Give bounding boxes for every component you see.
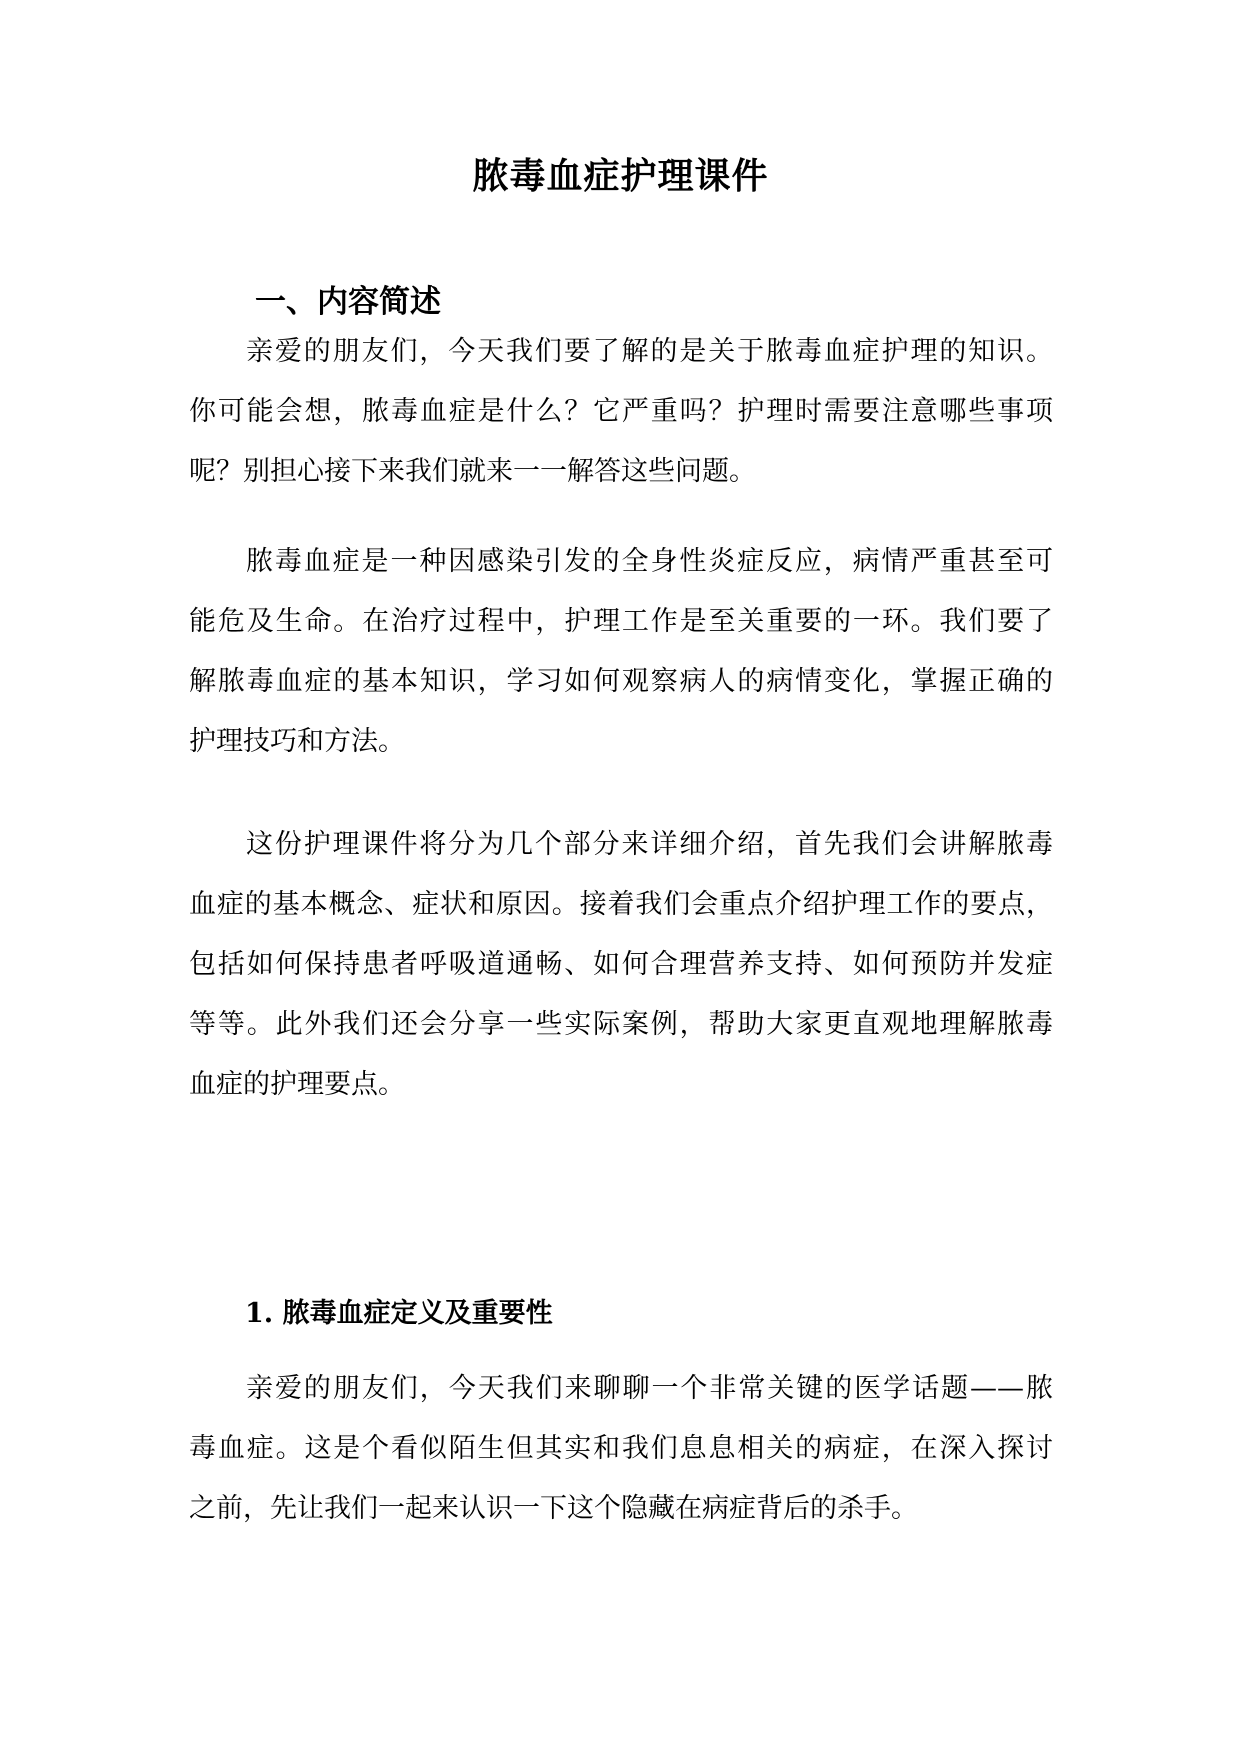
paragraph-outline [189, 815, 1053, 1115]
paragraph-line: 护理技巧和方法。 [189, 726, 405, 757]
paragraph-definition [189, 532, 1053, 772]
paragraph-line: 包括如何保持患者呼吸道通畅、如何合理营养支持、如何预防并发症 [189, 949, 1053, 980]
paragraph-line: 呢？别担心接下来我们就来一一解答这些问题。 [189, 456, 756, 487]
paragraph-line: 之前，先让我们一起来认识一下这个隐藏在病症背后的杀手。 [189, 1493, 918, 1524]
paragraph-line: 解脓毒血症的基本知识，学习如何观察病人的病情变化，掌握正确的 [189, 666, 1053, 697]
document-title: 脓毒血症护理课件 [472, 155, 769, 197]
paragraph-line: 这份护理课件将分为几个部分来详细介绍，首先我们会讲解脓毒 [246, 829, 1053, 860]
paragraph-line: 毒血症。这是个看似陌生但其实和我们息息相关的病症，在深入探讨 [189, 1433, 1053, 1464]
paragraph-line: 血症的基本概念、症状和原因。接着我们会重点介绍护理工作的要点， [189, 889, 1053, 920]
paragraph-line: 亲爱的朋友们，今天我们要了解的是关于脓毒血症护理的知识。 [246, 336, 1053, 367]
paragraph-line: 等等。此外我们还会分享一些实际案例，帮助大家更直观地理解脓毒 [189, 1009, 1053, 1040]
paragraph-line: 亲爱的朋友们，今天我们来聊聊一个非常关键的医学话题——脓 [246, 1373, 1053, 1404]
paragraph-intro [189, 322, 1053, 502]
paragraph-line: 能危及生命。在治疗过程中，护理工作是至关重要的一环。我们要了 [189, 606, 1053, 637]
paragraph-line: 血症的护理要点。 [189, 1069, 405, 1100]
paragraph-subsection-intro [189, 1359, 1053, 1539]
subsection-heading-definition: 1. 脓毒血症定义及重要性 [245, 1298, 553, 1329]
section-heading-overview: 一、内容简述 [255, 284, 441, 320]
paragraph-line: 你可能会想，脓毒血症是什么？它严重吗？护理时需要注意哪些事项 [189, 396, 1053, 427]
paragraph-line: 脓毒血症是一种因感染引发的全身性炎症反应，病情严重甚至可 [246, 546, 1053, 577]
